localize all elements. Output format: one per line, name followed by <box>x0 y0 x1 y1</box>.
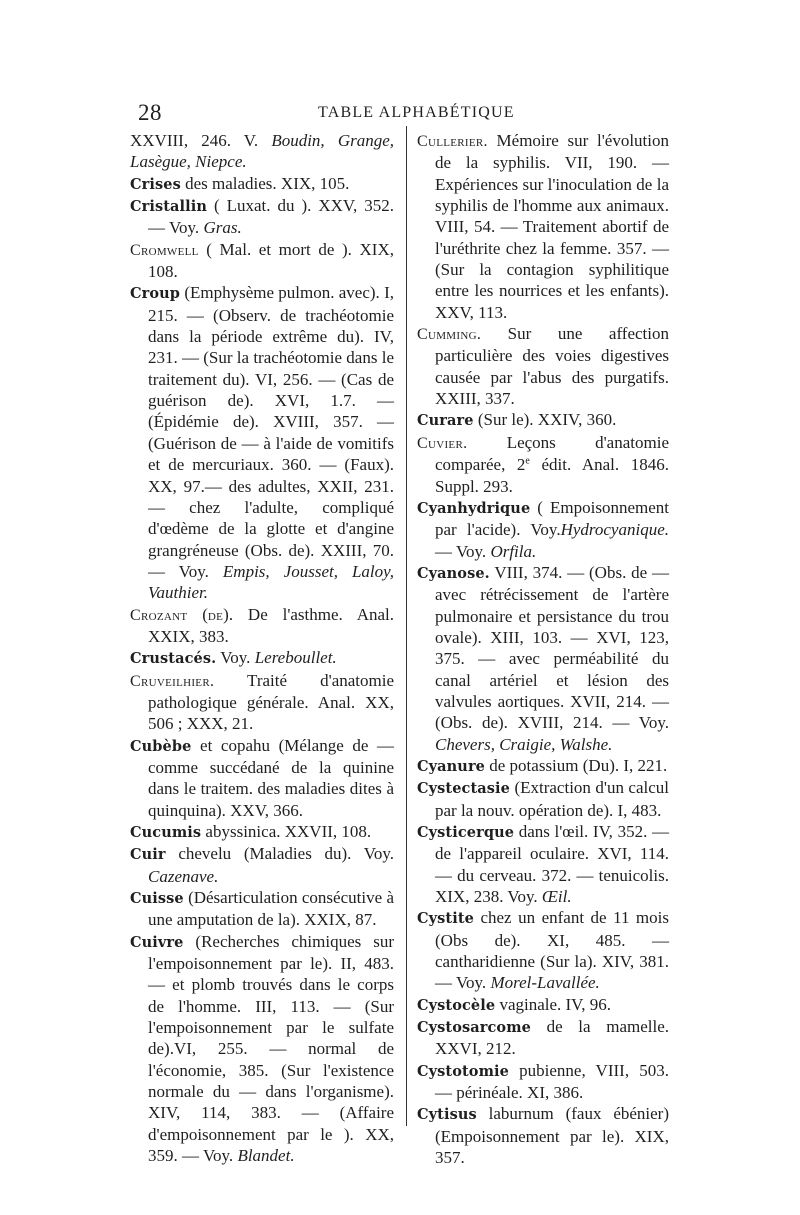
entry-headword: Cucumis <box>130 824 202 841</box>
index-entry <box>130 173 394 195</box>
entry-text: de potassium (Du). I, 221. <box>485 755 668 775</box>
entry-headword: Crustacés. <box>130 650 217 668</box>
index-entry <box>130 821 394 843</box>
entry-text: vaginale. IV, 96. <box>495 994 612 1014</box>
entry-headword: Cristallin <box>130 198 208 216</box>
cross-reference: Morel-Lavallée. <box>490 973 600 993</box>
index-entry <box>417 323 669 409</box>
entry-name: Cuvier. <box>417 434 468 452</box>
entry-headword: Croup <box>130 285 181 303</box>
cross-reference: Œil. <box>541 887 572 907</box>
entry-text: — Voy. <box>435 541 491 561</box>
entry-text: de la mamelle. XXVI, 212. <box>435 1017 669 1059</box>
entry-text: XXVIII, 246. V. <box>130 131 272 150</box>
index-entry <box>417 1016 669 1060</box>
entry-headword: Cyanose. <box>417 564 490 582</box>
entry-text: Sur une affection particulière des voies digestives causée par l'abus des purgatifs. XXIII, 337. <box>435 324 669 409</box>
cross-reference: Empis, Jousset, Laloy, Vauthier. <box>148 561 394 603</box>
cross-reference: Lereboullet. <box>254 648 337 668</box>
entry-headword: Cystotomie <box>417 1062 509 1080</box>
entry-text: pubienne, VIII, 503. — périnéale. XI, 386. <box>435 1060 669 1103</box>
entry-headword: Cytisus <box>417 1106 477 1124</box>
entry-text: Voy. <box>216 648 255 668</box>
entry-name: Cromwell <box>130 241 199 259</box>
index-entry <box>130 282 394 603</box>
right-column <box>417 130 669 1169</box>
entry-text: (Emphysème pulmon. avec). I, 215. — (Observ. de trachéotomie dans la période extrême du). IV, 231. — (Sur la trachéotomie dans le traitement du). VI, 256. — (Cas de guérison de). XVI, 1.7. — (Épidémie de). XVIII, 357. — (Guérison de — à l'aide de vomitifs et de mercuriaux. 360. — (Faux). XX, 97.— des adultes, XXII, 231. — chez l'adulte, compliqué d'œdème de la glotte et d'angine grangréneuse (Obs. de). XXIII, 70. — Voy. <box>148 283 394 581</box>
index-entry <box>130 195 394 239</box>
entry-text: ( <box>187 604 208 624</box>
entry-name: de <box>207 606 224 624</box>
index-entry <box>417 1060 669 1104</box>
entry-headword: Crises <box>130 175 181 193</box>
index-entry <box>130 670 394 735</box>
index-entry-continuation <box>130 130 394 173</box>
entry-headword: Cysticerque <box>417 824 515 841</box>
index-entry <box>130 604 394 648</box>
cross-reference: Hydrocyanique. <box>560 520 669 540</box>
index-entry <box>417 821 669 907</box>
entry-text: ( Luxat. du ). XXV, 352. — Voy. <box>148 196 394 238</box>
page-number: 28 <box>138 100 162 125</box>
entry-text: et copahu (Mélange de — comme succédané de la quinine dans le traitem. des maladies dites à quinquina). XXV, 366. <box>148 735 394 820</box>
entry-headword: Cystocèle <box>417 996 496 1014</box>
entry-headword: Curare <box>417 412 474 430</box>
index-entry <box>417 907 669 993</box>
entry-text: (Extraction d'un calcul par la nouv. opération de). I, 483. <box>435 778 669 820</box>
index-entry <box>417 1103 669 1168</box>
entry-text: des maladies. XIX, 105. <box>180 173 350 193</box>
cross-reference: Boudin, Grange, Lasègue, Niepce. <box>130 131 395 172</box>
entry-headword: Cystite <box>417 910 474 928</box>
entry-text: chevelu (Maladies du). Voy. <box>165 844 394 864</box>
index-entry <box>130 647 394 669</box>
cross-reference: Orfila. <box>490 541 537 561</box>
entry-headword: Cyanure <box>417 757 486 775</box>
entry-text: (Recherches chimiques sur l'empoisonnement par le). II, 483. — et plomb trouvés dans le corps de l'homme. III, 113. — (Sur l'empoisonnement par le sulfate de).VI, 255. — normal de l'économie, 385. (Sur l'existence normale du — dans l'organisme). XIV, 114, 383. — (Affaire d'empoisonnement par le ). XX, 359. — Voy. <box>148 931 394 1166</box>
entry-text: abyssinica. XXVII, 108. <box>201 822 372 841</box>
entry-text: chez un enfant de 11 mois (Obs de). XI, 485. — cantharidienne (Sur la). XIV, 381. — Voy. <box>435 908 669 993</box>
entry-name: Cullerier. <box>417 133 488 150</box>
index-entry <box>417 409 669 431</box>
entry-headword: Cuir <box>130 846 166 864</box>
entry-name: Crozant <box>130 606 188 624</box>
entry-text: ). De l'asthme. Anal. XXIX, 383. <box>148 604 394 646</box>
superscript: e <box>525 455 530 467</box>
entry-headword: Cuisse <box>130 890 184 908</box>
entry-text: Traité d'anatomie pathologique générale. Anal. XX, 506 ; XXX, 21. <box>148 670 394 734</box>
index-entry <box>130 735 394 821</box>
index-entry <box>417 497 669 562</box>
index-entry <box>417 432 669 497</box>
entry-headword: Cubèbe <box>130 737 192 755</box>
cross-reference: Blandet. <box>237 1146 295 1166</box>
entry-text: Leçons d'anatomie comparée, 2 <box>435 432 669 475</box>
entry-text: (Désarticulation consécutive à une amputation de la). XXIX, 87. <box>148 888 394 930</box>
entry-text: édit. Anal. 1846. Suppl. 293. <box>435 455 669 496</box>
index-entry <box>130 887 394 931</box>
column-divider <box>406 126 407 1126</box>
entry-text: VIII, 374. — (Obs. de — avec rétrécissement de l'artère pulmonaire et persistance du trou ovale). XIII, 103. — XVI, 123, 375. — avec perméabilité du canal artériel et lésion des valvules aortiques. XVII, 214. — (Obs. de). XVIII, 214. — Voy. <box>435 562 669 733</box>
cross-reference: Chevers, Craigie, Walshe. <box>435 734 613 754</box>
running-title: TABLE ALPHABÉTIQUE <box>318 104 515 121</box>
index-entry <box>417 777 669 821</box>
entry-headword: Cyanhydrique <box>417 499 531 517</box>
entry-name: Cumming. <box>417 326 482 344</box>
entry-headword: Cystectasie <box>417 780 510 798</box>
index-entry <box>417 130 669 323</box>
entry-text: Mémoire sur l'évolution de la syphilis. VII, 190. — Expériences sur l'inoculation de la syphilis de l'homme aux animaux. VIII, 54. — Traitement abortif de l'uréthrite chez la femme. 357. — (Sur la contagion syphilitique entre les nourrices et les enfants). XXV, 113. <box>435 131 669 322</box>
index-entry <box>130 239 394 283</box>
index-entry <box>417 755 669 777</box>
index-entry <box>130 843 394 887</box>
entry-text: (Sur le). XXIV, 360. <box>473 410 617 430</box>
entry-headword: Cystosarcome <box>417 1019 531 1037</box>
left-column <box>130 130 394 1167</box>
cross-reference: Gras. <box>203 218 242 238</box>
entry-text: ( Mal. et mort de ). XIX, 108. <box>148 239 394 282</box>
entry-text: laburnum (faux ébénier) (Empoisonnement par le). XIX, 357. <box>435 1104 669 1168</box>
entry-name: Cruveilhier. <box>130 672 215 690</box>
entry-headword: Cuivre <box>130 933 184 951</box>
cross-reference: Cazenave. <box>148 866 219 886</box>
entry-text: dans l'œil. IV, 352. — de l'appareil oculaire. XVI, 114.— du cerveau. 372. — tenuicolis. XIX, 238. Voy. <box>435 822 669 907</box>
index-entry <box>417 562 669 755</box>
index-entry <box>417 994 669 1016</box>
index-entry <box>130 931 394 1167</box>
entry-text: ( Empoisonnement par l'acide). Voy. <box>435 497 669 540</box>
